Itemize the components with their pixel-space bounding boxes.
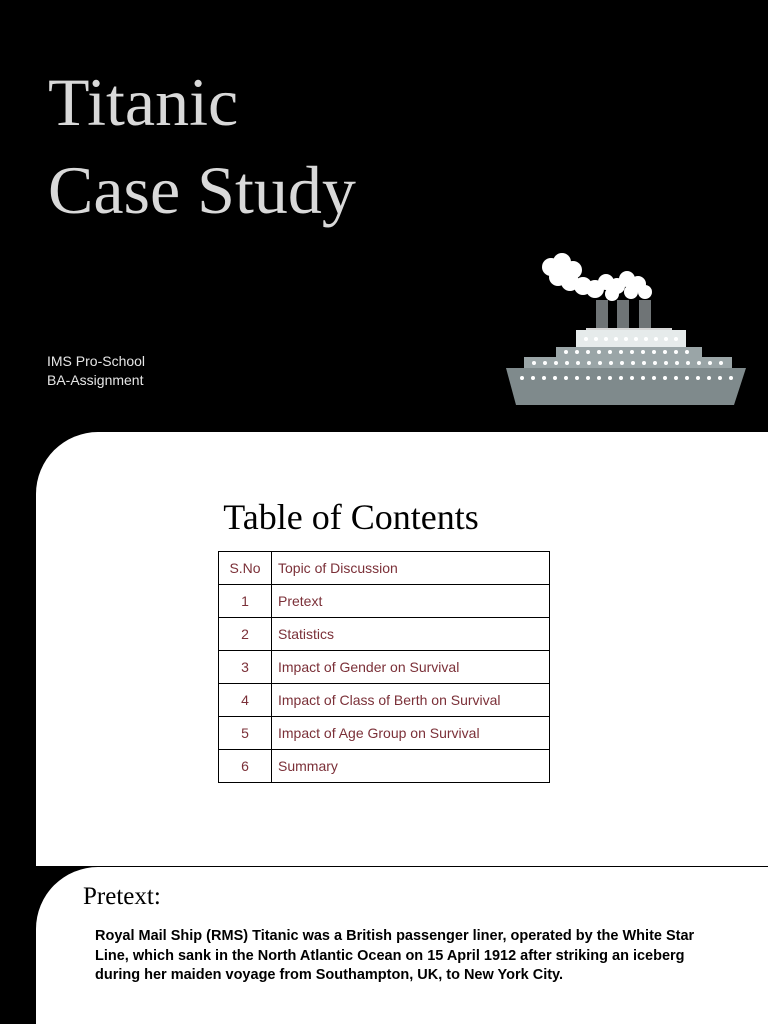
row-sno: 2: [219, 618, 272, 651]
pretext-heading: Pretext:: [83, 883, 161, 910]
pretext-body: Royal Mail Ship (RMS) Titanic was a British passenger liner, operated by the White Star Line, which sank in the North Atlantic Ocean on 15 April 1912 after striking an iceberg during her maiden voyage from Southampton, UK, to New York City.: [95, 928, 695, 983]
ship-icon: [500, 250, 752, 412]
row-sno: 5: [219, 717, 272, 750]
toc-heading: Table of Contents: [223, 497, 479, 537]
table-row: [219, 684, 550, 717]
table-row: [219, 585, 550, 618]
subtitle-line-2: BA-Assignment: [47, 372, 144, 388]
table-header-row: [219, 552, 550, 585]
header-topic: Topic of Discussion: [272, 552, 550, 585]
header-sno: S.No: [219, 552, 272, 585]
presentation-title: [48, 58, 356, 234]
subtitle-line-1: IMS Pro-School: [47, 353, 146, 369]
row-sno: 3: [219, 651, 272, 684]
title-line-2: Case Study: [48, 152, 356, 228]
table-row: [219, 618, 550, 651]
row-topic: Pretext: [272, 585, 550, 618]
table-row: [219, 651, 550, 684]
row-sno: 6: [219, 750, 272, 783]
row-topic: Impact of Gender on Survival: [272, 651, 550, 684]
title-line-1: Titanic: [48, 64, 239, 140]
row-sno: 4: [219, 684, 272, 717]
row-topic: Summary: [272, 750, 550, 783]
toc-table: [218, 551, 550, 783]
row-topic: Impact of Class of Berth on Survival: [272, 684, 550, 717]
row-topic: Statistics: [272, 618, 550, 651]
row-sno: 1: [219, 585, 272, 618]
row-topic: Impact of Age Group on Survival: [272, 717, 550, 750]
subtitle: [47, 352, 145, 390]
smoke-cloud-icon: [542, 253, 652, 301]
table-row: [219, 750, 550, 783]
title-slide: [0, 0, 768, 434]
table-row: [219, 717, 550, 750]
